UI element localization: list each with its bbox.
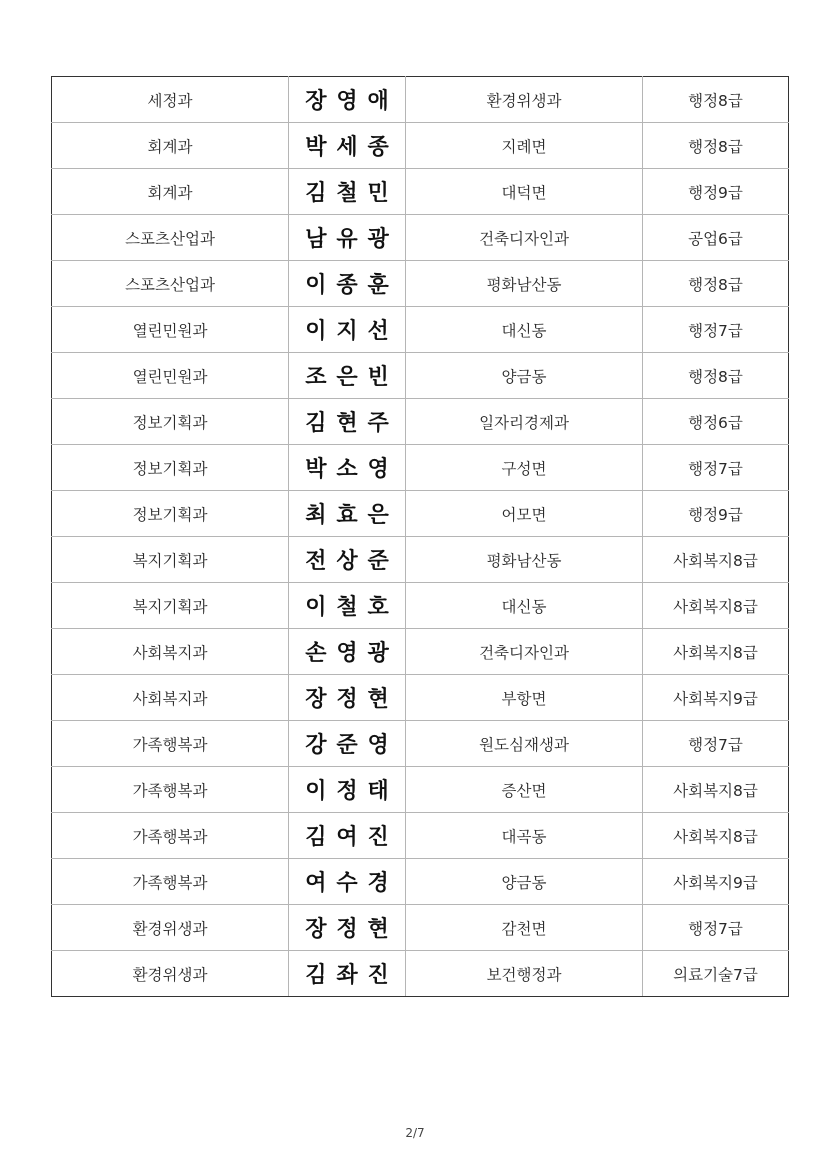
employee-name-cell: 박세종 <box>289 123 406 169</box>
employee-name-cell: 이종훈 <box>289 261 406 307</box>
to-department-cell: 양금동 <box>406 353 643 399</box>
to-department-cell: 증산면 <box>406 767 643 813</box>
from-department-cell: 가족행복과 <box>52 721 289 767</box>
table-row <box>52 353 789 399</box>
table-row <box>52 905 789 951</box>
table-row <box>52 261 789 307</box>
table-row <box>52 77 789 123</box>
from-department-cell: 열린민원과 <box>52 353 289 399</box>
grade-cell: 사회복지8급 <box>643 767 789 813</box>
grade-cell: 사회복지8급 <box>643 629 789 675</box>
grade-cell: 행정7급 <box>643 721 789 767</box>
grade-cell: 행정6급 <box>643 399 789 445</box>
from-department-cell: 스포츠산업과 <box>52 215 289 261</box>
grade-cell: 행정7급 <box>643 445 789 491</box>
grade-cell: 사회복지8급 <box>643 813 789 859</box>
table-row <box>52 721 789 767</box>
to-department-cell: 양금동 <box>406 859 643 905</box>
employee-name-cell: 이정태 <box>289 767 406 813</box>
table-row <box>52 813 789 859</box>
grade-cell: 행정7급 <box>643 905 789 951</box>
employee-name-cell: 강준영 <box>289 721 406 767</box>
from-department-cell: 복지기획과 <box>52 537 289 583</box>
grade-cell: 사회복지8급 <box>643 583 789 629</box>
from-department-cell: 세정과 <box>52 77 289 123</box>
from-department-cell: 열린민원과 <box>52 307 289 353</box>
employee-name-cell: 장영애 <box>289 77 406 123</box>
to-department-cell: 구성면 <box>406 445 643 491</box>
table-row <box>52 767 789 813</box>
to-department-cell: 건축디자인과 <box>406 629 643 675</box>
personnel-table <box>51 76 789 997</box>
employee-name-cell: 장정현 <box>289 675 406 721</box>
table-row <box>52 583 789 629</box>
to-department-cell: 대덕면 <box>406 169 643 215</box>
table-row <box>52 307 789 353</box>
from-department-cell: 정보기획과 <box>52 445 289 491</box>
to-department-cell: 환경위생과 <box>406 77 643 123</box>
table-row <box>52 445 789 491</box>
table-row <box>52 491 789 537</box>
table-row <box>52 675 789 721</box>
employee-name-cell: 장정현 <box>289 905 406 951</box>
table-row <box>52 123 789 169</box>
to-department-cell: 평화남산동 <box>406 261 643 307</box>
to-department-cell: 대신동 <box>406 583 643 629</box>
grade-cell: 행정9급 <box>643 169 789 215</box>
from-department-cell: 환경위생과 <box>52 951 289 997</box>
employee-name-cell: 김현주 <box>289 399 406 445</box>
employee-name-cell: 김철민 <box>289 169 406 215</box>
employee-name-cell: 이철호 <box>289 583 406 629</box>
personnel-table-body <box>52 77 789 997</box>
grade-cell: 행정8급 <box>643 123 789 169</box>
grade-cell: 행정8급 <box>643 353 789 399</box>
grade-cell: 의료기술7급 <box>643 951 789 997</box>
from-department-cell: 스포츠산업과 <box>52 261 289 307</box>
to-department-cell: 어모면 <box>406 491 643 537</box>
table-row <box>52 169 789 215</box>
grade-cell: 행정8급 <box>643 77 789 123</box>
to-department-cell: 건축디자인과 <box>406 215 643 261</box>
to-department-cell: 지례면 <box>406 123 643 169</box>
employee-name-cell: 남유광 <box>289 215 406 261</box>
grade-cell: 공업6급 <box>643 215 789 261</box>
to-department-cell: 원도심재생과 <box>406 721 643 767</box>
from-department-cell: 사회복지과 <box>52 629 289 675</box>
table-row <box>52 951 789 997</box>
employee-name-cell: 이지선 <box>289 307 406 353</box>
employee-name-cell: 김여진 <box>289 813 406 859</box>
from-department-cell: 환경위생과 <box>52 905 289 951</box>
from-department-cell: 가족행복과 <box>52 767 289 813</box>
grade-cell: 사회복지9급 <box>643 675 789 721</box>
from-department-cell: 정보기획과 <box>52 399 289 445</box>
grade-cell: 사회복지9급 <box>643 859 789 905</box>
from-department-cell: 회계과 <box>52 123 289 169</box>
from-department-cell: 가족행복과 <box>52 859 289 905</box>
from-department-cell: 복지기획과 <box>52 583 289 629</box>
employee-name-cell: 최효은 <box>289 491 406 537</box>
table-row <box>52 215 789 261</box>
table-row <box>52 859 789 905</box>
grade-cell: 행정7급 <box>643 307 789 353</box>
table-row <box>52 537 789 583</box>
employee-name-cell: 김좌진 <box>289 951 406 997</box>
from-department-cell: 회계과 <box>52 169 289 215</box>
employee-name-cell: 손영광 <box>289 629 406 675</box>
to-department-cell: 대곡동 <box>406 813 643 859</box>
table-row <box>52 629 789 675</box>
to-department-cell: 감천면 <box>406 905 643 951</box>
to-department-cell: 일자리경제과 <box>406 399 643 445</box>
to-department-cell: 부항면 <box>406 675 643 721</box>
grade-cell: 행정8급 <box>643 261 789 307</box>
to-department-cell: 대신동 <box>406 307 643 353</box>
employee-name-cell: 여수경 <box>289 859 406 905</box>
to-department-cell: 평화남산동 <box>406 537 643 583</box>
from-department-cell: 정보기획과 <box>52 491 289 537</box>
from-department-cell: 사회복지과 <box>52 675 289 721</box>
from-department-cell: 가족행복과 <box>52 813 289 859</box>
employee-name-cell: 박소영 <box>289 445 406 491</box>
grade-cell: 사회복지8급 <box>643 537 789 583</box>
page-number: 2/7 <box>405 1126 425 1140</box>
grade-cell: 행정9급 <box>643 491 789 537</box>
employee-name-cell: 전상준 <box>289 537 406 583</box>
table-row <box>52 399 789 445</box>
employee-name-cell: 조은빈 <box>289 353 406 399</box>
to-department-cell: 보건행정과 <box>406 951 643 997</box>
